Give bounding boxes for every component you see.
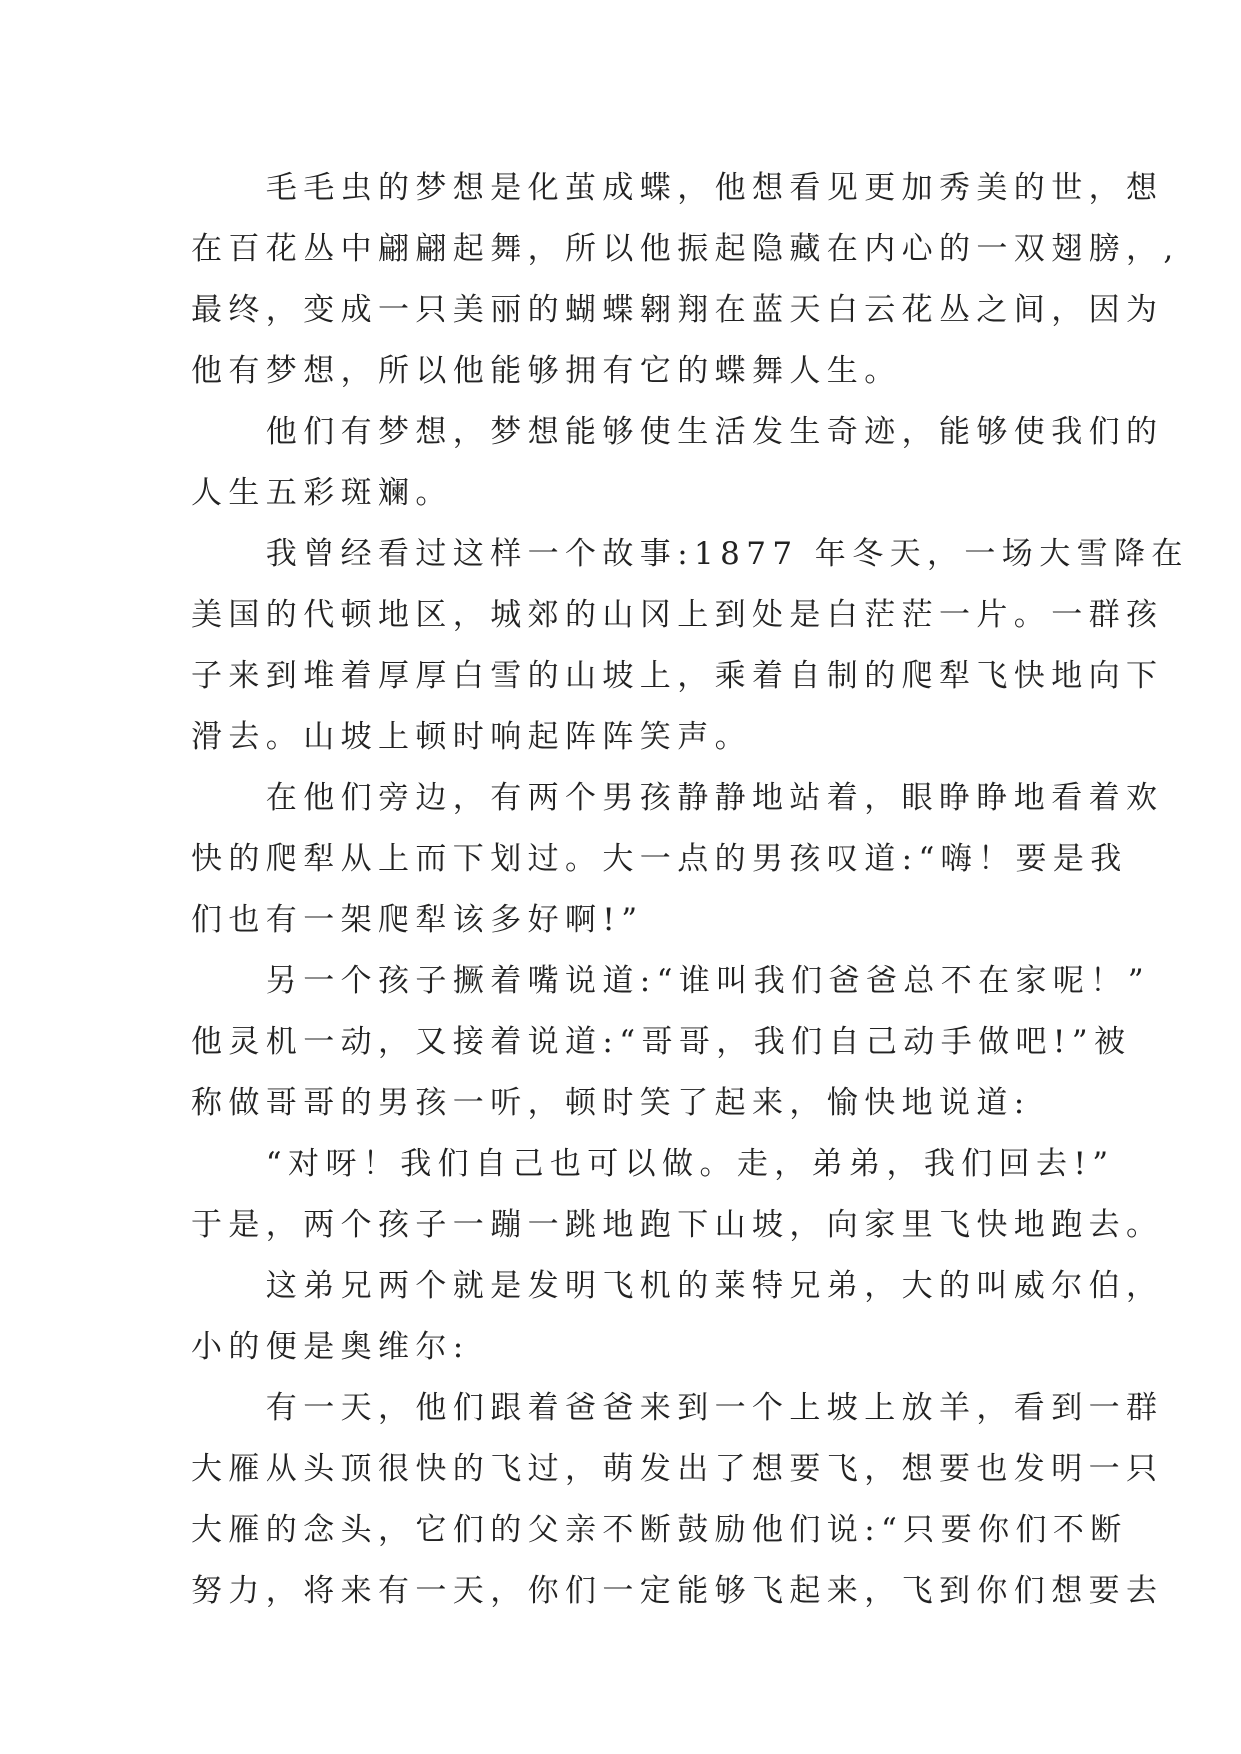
text-line: 在百花丛中翩翩起舞，所以他振起隐藏在内心的一双翅膀，, [191,231,1180,267]
text-line: 滑去。山坡上顿时响起阵阵笑声。 [191,719,752,755]
text-line: 我曾经看过这样一个故事:1877 年冬天，一场大雪降在 [191,536,1189,572]
text-line: 们也有一架爬犁该多好啊!” [191,902,644,938]
text-line: 努力，将来有一天，你们一定能够飞起来，飞到你们想要去 [191,1573,1164,1609]
text-line: 有一天，他们跟着爸爸来到一个上坡上放羊，看到一群 [191,1390,1164,1426]
body-text [191,158,1189,1622]
text-line: 于是，两个孩子一蹦一跳地跑下山坡，向家里飞快地跑去。 [191,1207,1164,1243]
text-line: 在他们旁边，有两个男孩静静地站着，眼睁睁地看着欢 [191,780,1164,816]
text-line: 他有梦想，所以他能够拥有它的蝶舞人生。 [191,353,902,389]
text-line: 大雁的念头，它们的父亲不断鼓励他们说:“只要你们不断 [191,1512,1128,1548]
text-line: 这弟兄两个就是发明飞机的莱特兄弟，大的叫威尔伯， [191,1268,1164,1304]
text-line: “对呀！我们自己也可以做。走，弟弟，我们回去!” [191,1146,1115,1182]
text-line: 他灵机一动，又接着说道:“哥哥，我们自己动手做吧!”被 [191,1024,1132,1060]
text-line: 称做哥哥的男孩一听，顿时笑了起来，愉快地说道: [191,1085,1031,1121]
text-line: 子来到堆着厚厚白雪的山坡上，乘着自制的爬犁飞快地向下 [191,658,1164,694]
text-line: 大雁从头顶很快的飞过，萌发出了想要飞，想要也发明一只 [191,1451,1164,1487]
text-line: 最终，变成一只美丽的蝴蝶翱翔在蓝天白云花丛之间，因为 [191,292,1164,328]
text-line: 毛毛虫的梦想是化茧成蝶，他想看见更加秀美的世，想 [191,170,1164,206]
text-line: 美国的代顿地区，城郊的山冈上到处是白茫茫一片。一群孩 [191,597,1164,633]
text-line: 他们有梦想，梦想能够使生活发生奇迹，能够使我们的 [191,414,1164,450]
text-line: 人生五彩斑斓。 [191,475,453,511]
text-line: 小的便是奥维尔: [191,1329,470,1365]
text-line: 快的爬犁从上而下划过。大一点的男孩叹道:“嗨！要是我 [191,841,1128,877]
text-line: 另一个孩子撅着嘴说道:“谁叫我们爸爸总不在家呢！” [191,963,1150,999]
